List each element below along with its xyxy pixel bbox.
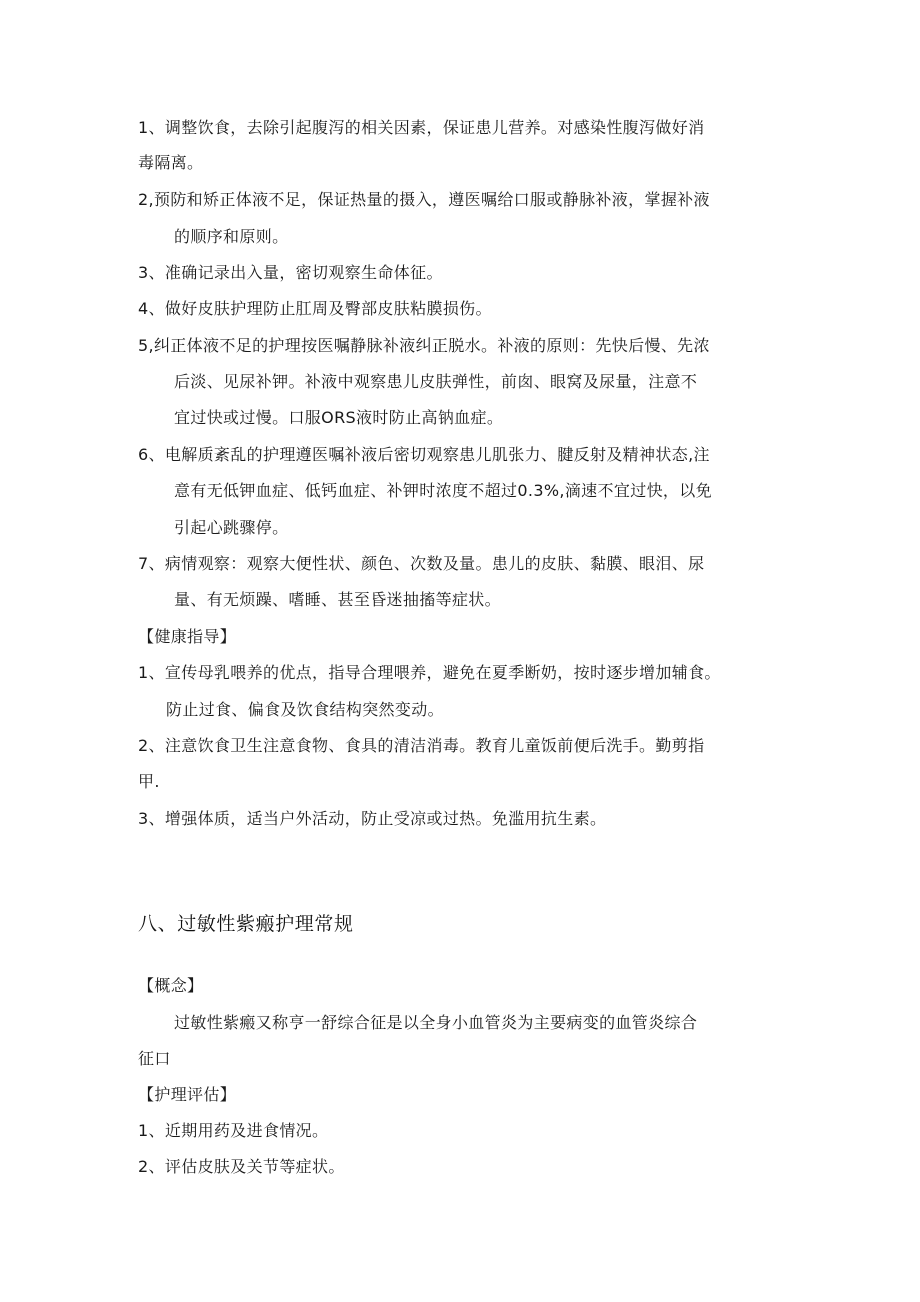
care-item-3: 3、准确记录出入量，密切观察生命体征。 (138, 263, 443, 282)
care-item-7-line-1: 7、病情观察：观察大便性状、颜色、次数及量。患儿的皮肤、黏膜、眼泪、尿 (138, 554, 705, 573)
care-item-6-line-3: 引起心跳骤停。 (174, 518, 289, 537)
care-item-5-line-2: 后淡、见尿补钾。补液中观察患儿皮肤弹性，前囱、眼窝及尿量，注意不 (174, 372, 698, 391)
care-item-6-line-2: 意有无低钾血症、低钙血症、补钾时浓度不超过0.3%,滴速不宜过快，以免 (174, 481, 712, 500)
assessment-item-1: 1、近期用药及进食情况。 (138, 1121, 329, 1140)
health-item-2-line-2: 甲. (138, 772, 160, 791)
care-item-1-line-1: 1、调整饮食，去除引起腹泻的相关因素，保证患儿营养。对感染性腹泻做好消 (138, 118, 705, 137)
care-item-1-line-2: 毒隔离。 (138, 153, 204, 172)
care-item-2-line-2: 的顺序和原则。 (174, 227, 289, 246)
health-item-1-line-2: 防止过食、偏食及饮食结构突然变动。 (166, 700, 444, 719)
concept-text-line-2: 征口 (138, 1049, 171, 1068)
care-item-7-line-2: 量、有无烦躁、嗜睡、甚至昏迷抽搐等症状。 (174, 590, 502, 609)
care-item-6-line-1: 6、电解质紊乱的护理遵医嘱补液后密切观察患儿肌张力、腱反射及精神状态,注 (138, 445, 710, 464)
concept-text-line-1: 过敏性紫瘢又称亨一舒综合征是以全身小血管炎为主要病变的血管炎综合 (174, 1013, 698, 1032)
care-item-5-line-1: 5,纠正体液不足的护理按医嘱静脉补液纠正脱水。补液的原则：先快后慢、先浓 (138, 336, 710, 355)
care-item-5-line-3: 宜过快或过慢。口服ORS液时防止高钠血症。 (174, 408, 504, 427)
health-item-1-line-1: 1、宣传母乳喂养的优点，指导合理喂养，避免在夏季断奶，按时逐步增加辅食。 (138, 663, 721, 682)
assessment-item-2: 2、评估皮肤及关节等症状。 (138, 1157, 345, 1176)
care-item-2-line-1: 2,预防和矫正体液不足，保证热量的摄入，遵医嘱给口服或静脉补液，掌握补液 (138, 190, 710, 209)
care-item-4: 4、做好皮肤护理防止肛周及臀部皮肤粘膜损伤。 (138, 299, 492, 318)
health-item-2-line-1: 2、注意饮食卫生注意食物、食具的清洁消毒。教育儿童饭前便后洗手。勤剪指 (138, 736, 705, 755)
health-guidance-heading: 【健康指导】 (138, 627, 237, 646)
concept-heading: 【概念】 (138, 976, 204, 995)
section-title: 八、过敏性紫瘢护理常规 (138, 913, 354, 935)
health-item-3: 3、增强体质，适当户外活动，防止受凉或过热。免滥用抗生素。 (138, 809, 607, 828)
assessment-heading: 【护理评估】 (138, 1085, 237, 1104)
